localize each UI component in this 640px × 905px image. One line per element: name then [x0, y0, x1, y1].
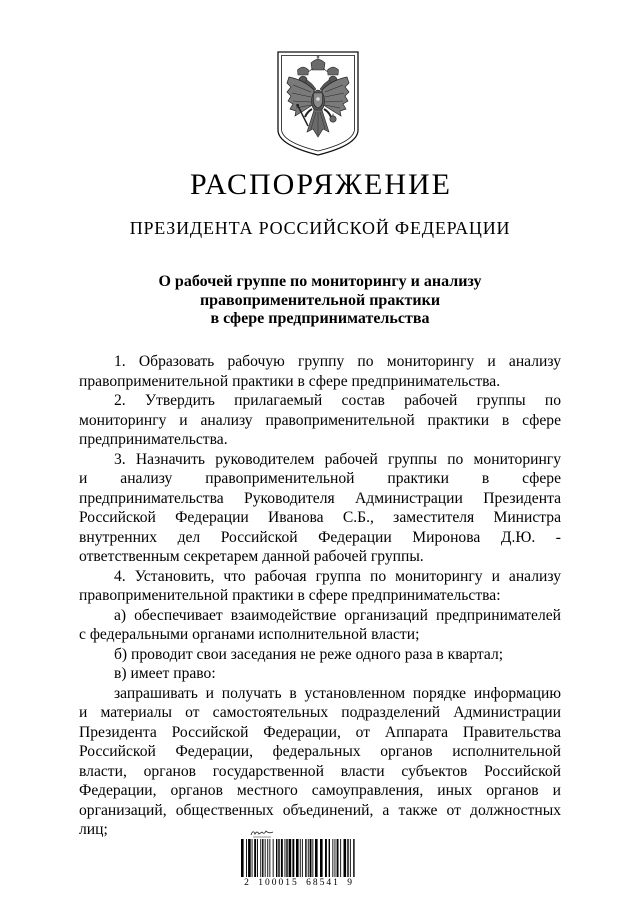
document-title: РАСПОРЯЖЕНИЕ	[189, 168, 453, 201]
body-line: Федерации, органов местного самоуправления, иных органов и	[79, 782, 561, 799]
heading-line: О рабочей группе по мониторингу и анализу	[158, 273, 482, 290]
barcode-bar	[344, 839, 347, 877]
barcode-bar	[273, 839, 274, 877]
body-line: лиц;	[79, 821, 108, 838]
emblem-crown-left	[298, 67, 309, 75]
barcode-bar	[337, 839, 339, 877]
barcode-bar	[248, 839, 251, 877]
barcode-bar	[353, 839, 354, 877]
barcode-bar	[285, 839, 286, 877]
body-line: правоприменительной практики в сфере предпринимательства.	[79, 372, 501, 390]
body-line: 4. Установить, что рабочая группа по мониторингу и анализу	[114, 567, 561, 585]
emblem-scepter-knob	[296, 104, 299, 107]
barcode-bar	[350, 839, 351, 877]
document-body	[79, 352, 561, 840]
document-heading	[60, 273, 580, 329]
barcode-bar	[302, 839, 303, 877]
emblem-leg-right	[324, 109, 331, 117]
barcode-bar	[332, 839, 333, 877]
barcode-bar	[347, 839, 348, 877]
barcode-bar	[260, 839, 261, 877]
barcode-bar	[335, 839, 336, 877]
body-line: запрашивать и получать в установленном порядке информацию	[114, 684, 561, 702]
barcode-bar	[269, 839, 270, 877]
paragraph-item-2	[79, 391, 561, 450]
barcode-bar	[278, 839, 279, 877]
barcode-bar	[325, 839, 327, 877]
emblem-leg-left	[305, 109, 312, 117]
barcode-bar	[320, 839, 323, 877]
body-line: 2. Утвердить прилагаемый состав рабочей группы по	[114, 392, 561, 409]
barcode-bar	[241, 839, 244, 877]
body-line: правоприменительной практики в сфере предпринимательства:	[79, 587, 501, 604]
document-subtitle: ПРЕЗИДЕНТА РОССИЙСКОЙ ФЕДЕРАЦИИ	[129, 218, 511, 238]
barcode-bar	[305, 839, 306, 877]
barcode-bar	[246, 839, 247, 877]
barcode-bar	[262, 839, 263, 877]
paragraph-subitem-b	[79, 645, 561, 665]
body-line: власти, органов государственной власти субъектов Российской	[79, 762, 561, 780]
body-line: организаций, общественных объединений, а также от должностных	[79, 801, 561, 819]
emblem-rider	[316, 97, 320, 101]
barcode-bar	[257, 839, 258, 877]
barcode-bar	[265, 839, 266, 877]
body-line: Президента Российской Федерации, от Аппарата Правительства	[79, 723, 561, 741]
barcode-bar	[292, 839, 294, 877]
barcode-bar	[315, 839, 318, 877]
body-line: с федеральными органами исполнительной власти;	[79, 626, 420, 643]
barcode-bar	[254, 839, 256, 877]
paragraph-item-1	[79, 352, 561, 391]
barcode-bar	[286, 839, 287, 877]
paragraph-item-4	[79, 567, 561, 606]
emblem-orb	[330, 116, 336, 122]
body-line: предпринимательства.	[79, 431, 228, 448]
registration-mark	[249, 827, 277, 838]
body-line: 1. Образовать рабочую группу по мониторингу и анализу	[114, 353, 561, 370]
body-line: мониторингу и анализу правоприменительной практики в сфере	[79, 411, 561, 429]
barcode-bar	[300, 839, 301, 877]
barcode-bar	[308, 839, 309, 877]
barcode-bar	[340, 839, 341, 877]
emblem-crown-right	[328, 67, 339, 75]
body-line: в) имеет право:	[114, 665, 216, 682]
body-line: и материалы от самостоятельных подразделений Администрации	[79, 704, 561, 721]
barcode-icon	[240, 839, 358, 877]
emblem-crown-center	[311, 59, 325, 70]
barcode-bar	[289, 839, 292, 877]
paragraph-item-3	[79, 450, 561, 567]
barcode-bar	[267, 839, 268, 877]
barcode-bar	[281, 839, 283, 877]
body-line: а) обеспечивает взаимодействие организаций предпринимателей	[114, 606, 561, 624]
barcode-bar	[296, 839, 299, 877]
paragraph-subitem-c	[79, 664, 561, 684]
body-line: Российской Федерации, федеральных органов исполнительной	[79, 743, 561, 760]
body-line: внутренних дел Российской Федерации Миронова Д.Ю. -	[79, 528, 561, 546]
paragraph-rights	[79, 684, 561, 840]
body-line: предпринимательства Руководителя Администрации Президента	[79, 489, 561, 507]
coat-of-arms-icon	[272, 46, 364, 160]
body-line: и анализу правоприменительной практики в сфере	[79, 470, 561, 487]
paragraph-subitem-a	[79, 606, 561, 645]
barcode-bar	[329, 839, 330, 877]
body-line: ответственным секретарем данной рабочей группы.	[79, 548, 424, 565]
body-line: Российской Федерации Иванова С.Б., заместителя Министра	[79, 509, 561, 526]
heading-line: в сфере предпринимательства	[210, 310, 430, 327]
heading-line: правоприменительной практики	[199, 291, 441, 309]
barcode-bar	[310, 839, 312, 877]
barcode-number: 2 100015 68541 9	[244, 878, 354, 888]
body-line: 3. Назначить руководителем рабочей группы по мониторингу	[114, 450, 561, 468]
barcode-bar	[252, 839, 253, 877]
body-line: б) проводит свои заседания не реже одного раза в квартал;	[114, 645, 504, 663]
barcode-bar	[276, 839, 277, 877]
barcode-bar	[312, 839, 313, 877]
